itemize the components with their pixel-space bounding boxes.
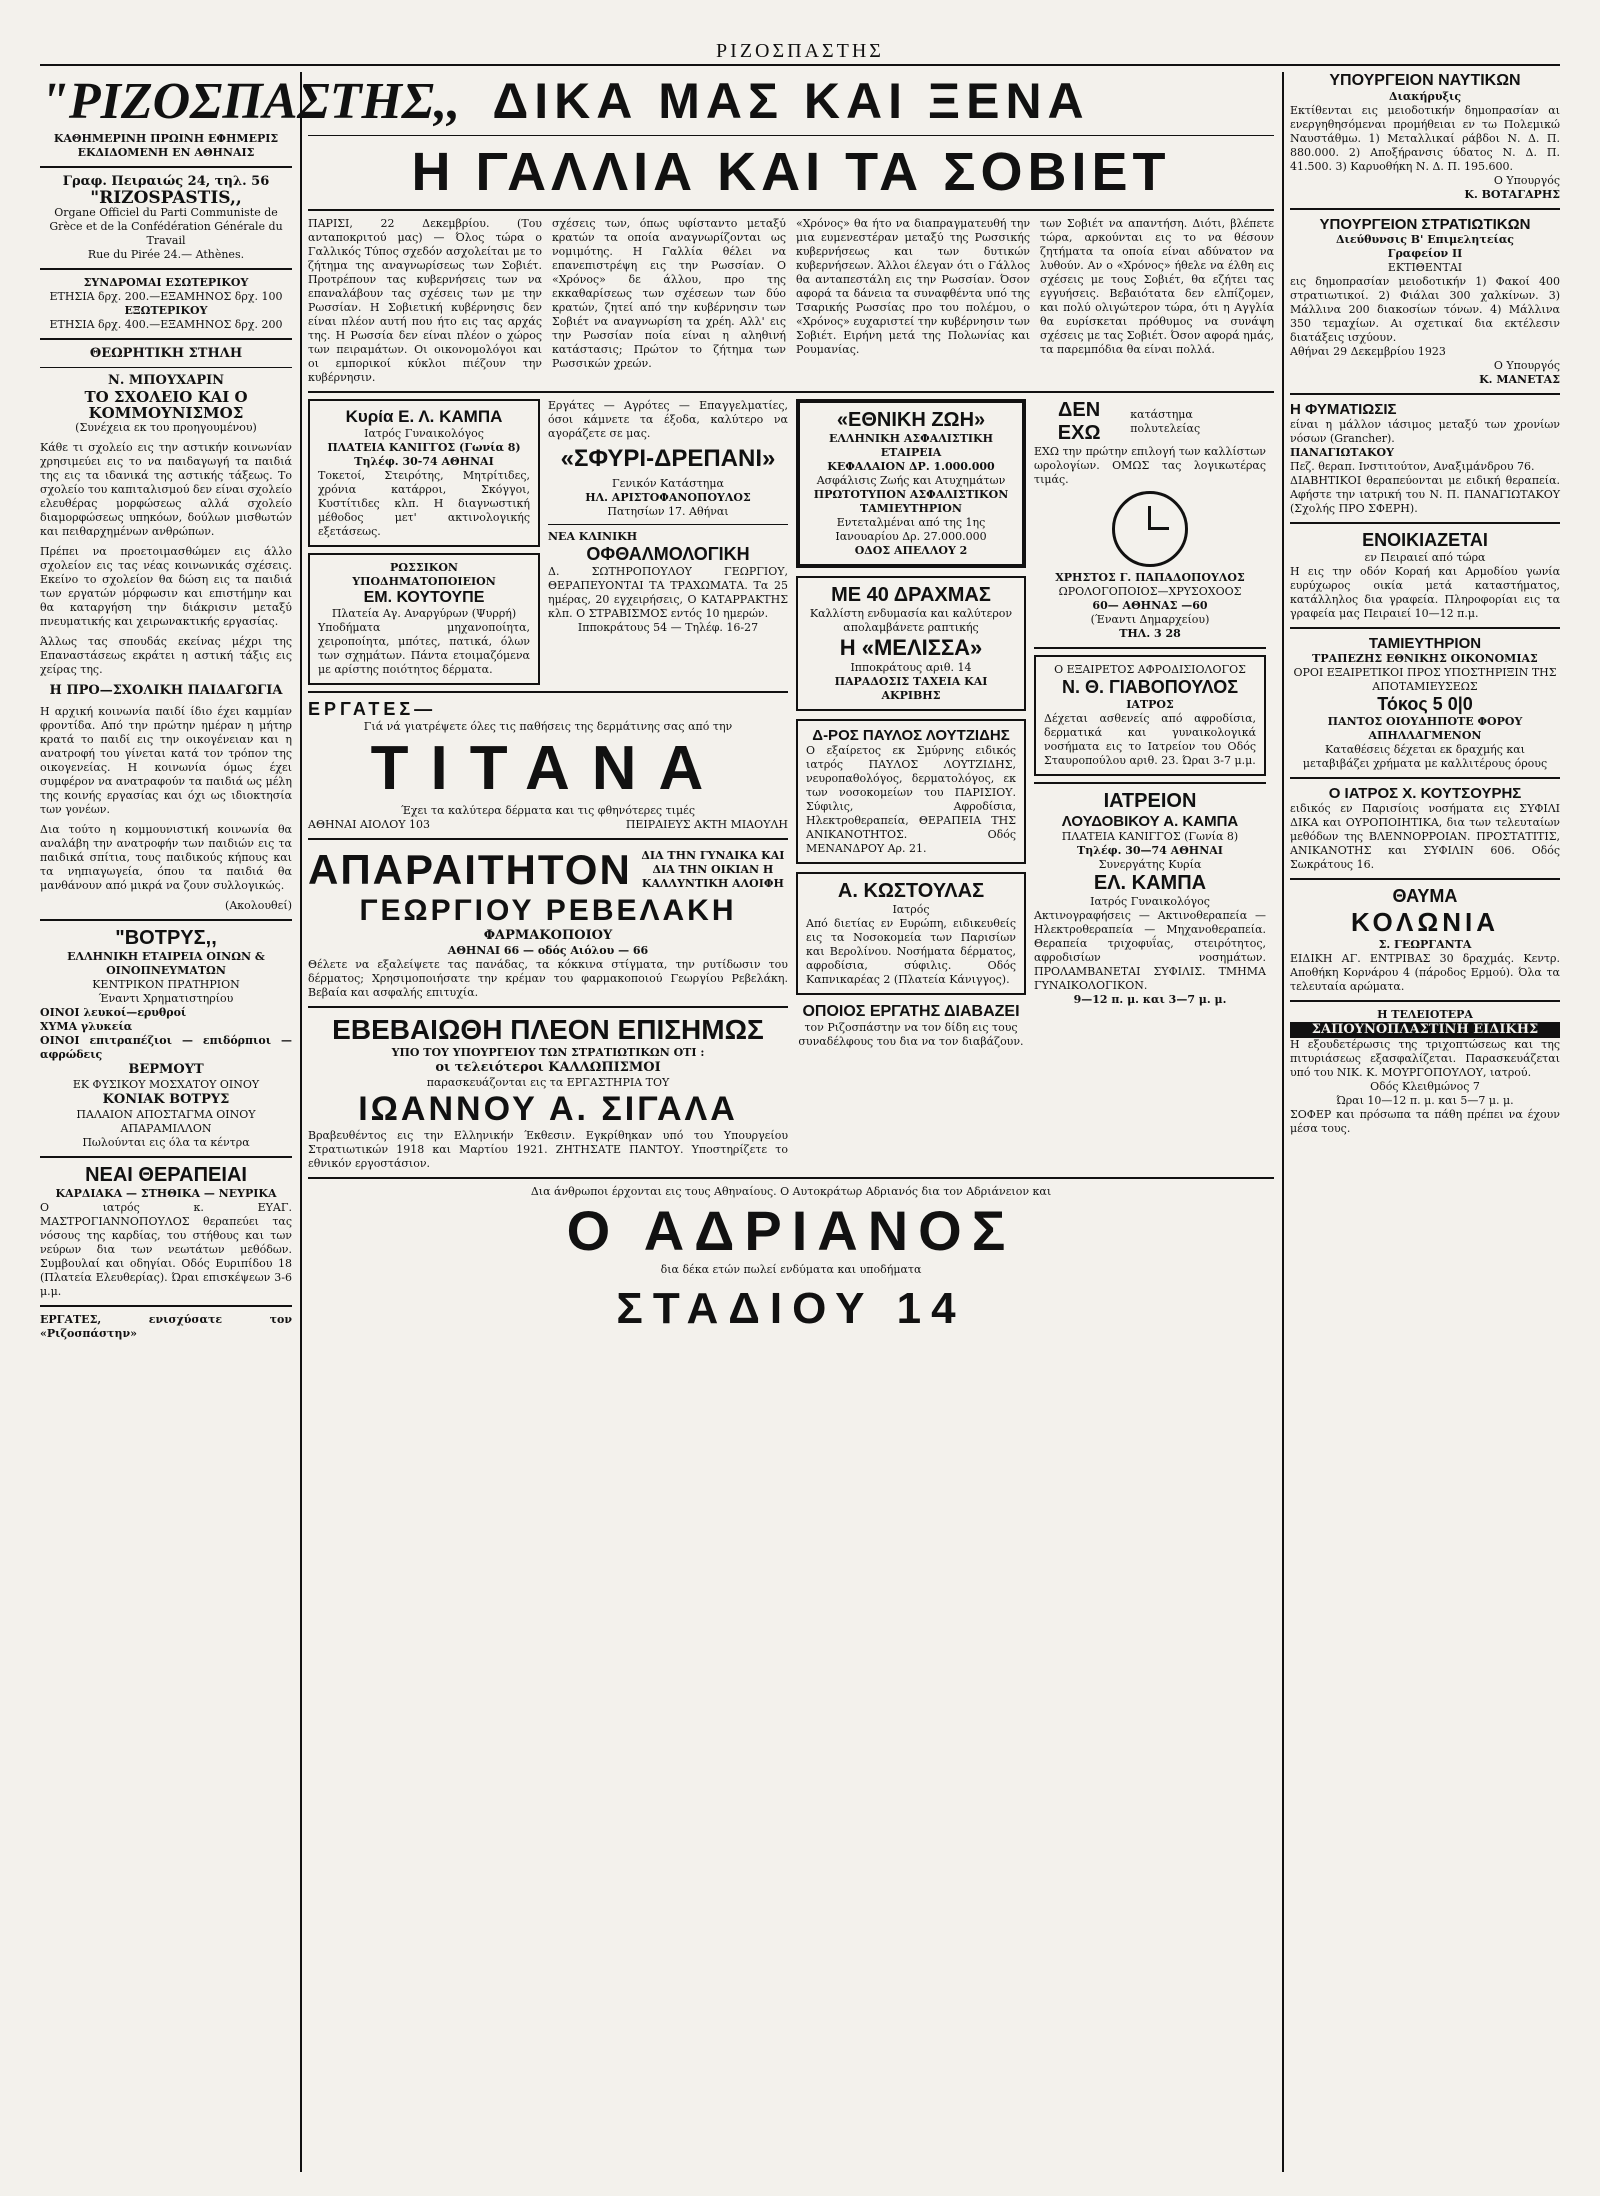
ad-subtitle: ΙΑΤΡΟΣ [1126,698,1174,711]
ad-opoios [796,1003,1026,1049]
ad-subtitle: Σ. ΓΕΩΡΓΑΝΤΑ [1378,938,1472,951]
ad-hours: 9—12 π. μ. και 3—7 μ. μ. [1073,993,1227,1006]
ad-body: ΔΙΑΒΗΤΙΚΟΙ θεραπεύονται με ειδική θεραπεία. Αφήστε την ιατρική του Ν. Π. ΠΑΝΑΓΙΩΤΑΚΟΥ (Σχολής ΠΡΟ ΣΦΕΡΗ). [1290,474,1560,515]
ad-subtitle: ΕΛΛΗΝΙΚΗ ΕΤΑΙΡΕΙΑ ΟΙΝΩΝ & ΟΙΝΟΠΝΕΥΜΑΤΩΝ [67,950,265,977]
ad-name: ΛΟΥΔΟΒΙΚΟΥ Α. ΚΑΜΠΑ [1061,813,1239,830]
ad-adrianos [308,1185,1274,1341]
notice-title: ΥΠΟΥΡΓΕΙΟΝ ΝΑΥΤΙΚΩΝ [1329,72,1521,89]
ad-name: ΗΛ. ΑΡΙΣΤΟΦΑΝΟΠΟΥΛΟΣ [585,491,751,504]
ad-title: ΕΝΟΙΚΙΑΖΕΤΑΙ [1362,530,1488,550]
right-column [1290,72,1560,2172]
ad-subtitle: ΦΑΡΜΑΚΟΠΟΙΟΥ [483,928,613,943]
ad-address: Ιπποκράτους αριθ. 14 [850,661,972,674]
notice-body: Εκτίθενται εις μειοδοτικήν δημοπρασίαν αι ενεργηθησόμεναι προμήθειαι εν τω Πολεμικώ Ναυστάθμω. 1) Μεταλλικαί ράβδοι Ν. Δ. Π. 880.000. 2) Αποξήρανσις ύδατος Ν. Δ. Π. 41.500. 3) Καρυοθήκη Ν. Δ. Π. 195.600. [1290,104,1560,173]
main-article [308,217,1274,385]
ad-phone: Τηλέφ. 30—74 ΑΘΗΝΑΙ [1077,844,1223,857]
ad-titana [308,699,788,832]
article-paragraph: Δια τούτο η κομμουνιστική κοινωνία θα αναλάβη την ανατροφήν των παιδιών εις τα παιδικά σπίτια, τους παιδικούς κήπους και τα νηπιαγωγεία, όπου τα παιδιά θα μανθάνουν από μικρά να ζουν συλλογικώς. [40,823,292,892]
ad-line: Εντεταλμέναι από της 1ης Ιανουαρίου Δρ. 27.000.000 [835,516,987,543]
ad-teleiotera [1290,1008,1560,1136]
ad-koutsouris [1290,785,1560,872]
french-title: "RIZOSPASTIS,, [90,188,242,208]
ad-iatreion [1034,790,1266,1007]
ad-address: ΠΕΙΡΑΙΕΥΣ ΑΚΤΗ ΜΙΑΟΥΛΗ [625,818,788,831]
ad-body: Από διετίας εν Ευρώπη, ειδικευθείς εις τα Νοσοκομεία των Παρισίων και Βερολίνου. Νοσήματα δέρματος, αφροδίσια, σύφιλις. Οδός Καπνικαρέας 2 (Πλατεία Κάνιγγος). [806,917,1016,986]
article-paragraph: Κάθε τι σχολείο εις την αστικήν κοινωνίαν χρησιμεύει εις το να παιδαγωγή τα παιδιά της εις τα ιδανικά της αστικής τάξεως. Το σχολείο του καπιταλισμού δεν είναι σχολείο ελευθέρας μορφώσεως αλλά σχολείο διαμορφώσεως υπηκόων, δούλων μισθωτών και πειθαρχημένων ανθρώπων. [40,441,292,538]
ad-name: ΠΑΝΑΓΙΩΤΑΚΟΥ [1290,446,1394,459]
ad-title: «ΣΦΥΡΙ-ΔΡΕΠΑΝΙ» [560,445,776,472]
ad-subtitle: κατάστημα πολυτελείας [1130,408,1201,435]
ad-hours: Ώραι 10—12 π. μ. και 5—7 μ. μ. [1336,1094,1514,1107]
ad-body: Η εις την οδόν Κοραή και Αρμοδίου γωνία ευρύχωρος οικία μετά καταστήματος, κατάλληλος δια γραφεία. Πληροφορίαι εις τα γραφεία μας Πειραιεί 10—12 π.μ. [1290,565,1560,620]
ad-melissa [796,576,1026,711]
ad-fymatiosis [1290,401,1560,516]
ad-body: Ο ιατρός κ. ΕΥΑΓ. ΜΑΣΤΡΟΓΙΑΝΝΟΠΟΥΛΟΣ θεραπεύει τας νόσους της καρδίας, του στήθους και των νεύρων δια των νεωτάτων μεθόδων. Συμβουλαί και οδηγίαι. Οδός Ευριπίδου 18 (Πλατεία Ελευθερίας). Ώραι επισκέψεων 3-6 μ.μ. [40,1201,292,1298]
ad-subtitle: ΚΑΡΔΙΑΚΑ — ΣΤΗΘΙΚΑ — ΝΕΥΡΙΚΑ [55,1187,277,1200]
ad-rate: Τόκος 5 0|0 [1377,694,1473,714]
bottom-line: ΕΡΓΑΤΕΣ, ενισχύσατε τον «Ριζοσπάστην» [40,1313,292,1340]
notice-subtitle: ΕΚΤΙΘΕΝΤΑΙ [1387,261,1463,274]
article-column: ΠΑΡΙΣΙ, 22 Δεκεμβρίου. (Του ανταποκριτού μας) — Όλος τώρα ο Γαλλικός Τύπος σχεδόν ασχολείται με το ζήτημα της αναγνωρίσεως των Σοβιέτ. Προτρέπουν τας κυβερνήσεις των να επαναλάβουν τας σχέσεις των με την Ρωσσίαν. Η Σοβιετική κυβέρνησις δεν είναι πλέον αυτή που ήτο εις τας αρχάς της. Η Ρωσσία δεν είναι πλέον ο χώρος των πειραμάτων. Οι οικονομολόγοι και οι εμπορικοί κύκλοι πιέζουν την κυβέρνησιν. [308,217,542,384]
main-area [308,72,1274,2172]
notice-subtitle: Διακήρυξις [1388,90,1462,103]
ad-subtitle: Γενικόν Κατάστημα [612,477,724,490]
article-author: Ν. ΜΠΟΥΧΑΡΙΝ [107,373,225,388]
ad-subtitle: ΤΡΑΠΕΖΗΣ ΕΘΝΙΚΗΣ ΟΙΚΟΝΟΜΙΑΣ [1312,652,1538,665]
article-headline: ΤΟ ΣΧΟΛΕΙΟ ΚΑΙ Ο ΚΟΜΜΟΥΝΙΣΜΟΣ [84,388,248,422]
ad-address: ΠΛΑΤΕΙΑ ΚΑΝΙΓΓΟΣ (Γωνία 8) [1061,830,1239,843]
notice-title: ΥΠΟΥΡΓΕΙΟΝ ΣΤΡΑΤΙΩΤΙΚΩΝ [1319,216,1531,233]
ad-phone: Τηλέφ. 30-74 ΑΘΗΝΑΙ [354,455,494,468]
notice-subtitle: Διεύθυνσις Β' Επιμελητείας [1335,233,1514,246]
ad-watchmaker [1034,399,1266,641]
ad-body: ειδικός εν Παρισίοις νοσήματα εις ΣΥΦΙΛΙ ΔΙΚΑ και ΟΥΡΟΠΟΙΗΤΙΚΑ, δια των τελευταίων μεθόδων της ΒΛΕΝΝΟΡΡΟΙΑΝ. ΠΡΟΣΤΑΤΙΤΙΣ, ΑΝΙΚΑΝΟΤΗΣ και ΣΥΦΙΛΙΝ 606. Οδός Σωκράτους 16. [1290,802,1560,871]
main-headline: Η ΓΑΛΛΙΑ ΚΑΙ ΤΑ ΣΟΒΙΕΤ [411,142,1171,202]
notice-body: εις δημοπρασίαν μειοδοτικήν 1) Φακοί 400 στρατιωτικοί. 2) Φιάλαι 300 χαλκίνων. 3) Μάλλινα 200 διακοσίων τόνων. 4) Μάλλινα 350 τεμαχίων. Αι σχετικαί δια εκτέλεσιν διατάξεις ισχύουν. [1290,275,1560,344]
ad-label: Η ΤΕΛΕΙΟΤΕΡΑ [1377,1008,1473,1021]
ad-line: Πωλούνται εις όλα τα κέντρα [82,1136,250,1149]
column-rule [1282,72,1284,2172]
article-paragraph: Η αρχική κοινωνία παιδί ίδιο έχει καμμίαν φροντίδα. Από την πρώτην ημέραν η μήτηρ κρατά το παιδί εις την οικογένειαν και η ανατροφή του γίνεται κατά τον τρόπον της οικογενείας. Η κοινωνία όμως έχει συμφέρον να ανατραφούν τα παιδιά ως μέλη της κοινής εργασίας και όχι ως ιδιοκτησία των γονέων. [40,705,292,816]
clock-icon [1112,491,1188,567]
ad-title: Α. ΚΩΣΤΟΥΛΑΣ [837,880,985,902]
ad-giavopoulos [1034,655,1266,776]
ad-address: ΣΤΑΔΙΟΥ 14 [616,1284,966,1333]
ad-title: ΕΒΕΒΑΙΩΘΗ ΠΛΕΟΝ ΕΠΙΣΗΜΩΣ [332,1014,764,1045]
masthead-subtitle: ΕΚΔΙΔΟΜΕΝΗ ΕΝ ΑΘΗΝΑΙΣ [77,146,255,159]
ad-koutoupe [308,553,540,685]
subscriptions-line: ΕΤΗΣΙΑ δρχ. 200.—ΕΞΑΜΗΝΟΣ δρχ. 100 [49,290,283,303]
ad-line: ΧΥΜΑ γλυκεία [40,1020,133,1033]
subscriptions-title: ΣΥΝΔΡΟΜΑΙ ΕΣΩΤΕΡΙΚΟΥ [83,276,249,289]
masthead-address: Γραφ. Πειραιώς 24, τηλ. 56 [62,174,270,189]
ad-title: ΤΙΤΑΝΑ [370,734,726,803]
section-banner: ΔΙΚΑ ΜΑΣ ΚΑΙ ΞΕΝΑ [492,73,1090,129]
ad-subtitle: Έχει τα καλύτερα δέρματα και τις φθηνότερες τιμές [400,804,695,817]
ad-title: ΡΩΣΣΙΚΟΝ ΥΠΟΔΗΜΑΤΟΠΟΙΕΙΟΝ [352,561,496,588]
ad-address: ΠΛΑΤΕΙΑ ΚΑΝΙΓΓΟΣ (Γωνία 8) [327,441,521,454]
ad-subtitle: ΥΠΟ ΤΟΥ ΥΠΟΥΡΓΕΙΟΥ ΤΩΝ ΣΤΡΑΤΙΩΤΙΚΩΝ ΟΤΙ : [391,1046,705,1059]
ad-title: «ΕΘΝΙΚΗ ΖΩΗ» [836,409,986,431]
ad-address: (Έναντι Δημαρχείου) [1090,613,1210,626]
ad-capital: ΚΕΦΑΛΑΙΟΝ ΔΡ. 1.000.000 [827,460,995,473]
ad-title: Δ-ΡΟΣ ΠΑΥΛΟΣ ΛΟΥΤΖΙΔΗΣ [812,727,1010,744]
ad-address: ΑΘΗΝΑΙ 66 — οδός Αιόλου — 66 [447,944,649,957]
ad-footer: ΠΑΡΑΔΟΣΙΣ ΤΑΧΕΙΑ ΚΑΙ ΑΚΡΙΒΗΣ [834,675,988,702]
ad-body: ΕΧΩ την πρώτην επιλογή των καλλίστων ωρολογίων. ΟΜΩΣ τας λογικωτέρας τιμάς. [1034,445,1266,486]
ad-line: ΚΟΝΙΑΚ ΒΟΤΡΥΣ [102,1092,230,1107]
ad-body: Δ. ΣΩΤΗΡΟΠΟΥΛΟΥ ΓΕΩΡΓΙΟΥ, ΘΕΡΑΠΕΥΟΝΤΑΙ ΤΑ ΤΡΑΧΩΜΑΤΑ. Τα 25 ημέρας, 20 εγχειρήσεις, Ο ΚΑΤΑΡΡΑΚΤΗΣ κλπ. Ο ΣΤΡΑΒΙΣΜΟΣ εντός 10 ημερών. [548,565,788,620]
ad-footer: Καταθέσεις δέχεται εκ δραχμής και μεταβιβάζει χρήματα με καλλιτέρους όρους [1302,743,1548,770]
french-address: Rue du Pirée 24.— Athènes. [87,248,245,261]
notice-signature: Κ. ΒΟΤΑΓΑΡΗΣ [1464,188,1560,201]
ad-name: Ν. Θ. ΓΙΑΒΟΠΟΥΛΟΣ [1061,677,1239,697]
ad-name: ΕΛ. ΚΑΜΠΑ [1093,872,1207,894]
ad-subtitle: εν Πειραιεί από τώρα [1364,551,1486,564]
ad-subtitle: Ιατρός Γυναικολόγος [364,427,484,440]
article-column: «Χρόνος» θα ήτο να διαπραγματευθή την μια ευμενεστέραν μεταξύ της Ρωσσικής κυβερνήσεως και των δυτικών κυβερνήσεων. Άλλοι έλεγαν ότι ο Γάλλος θα ανταπεστάλη εις την Ρωσσίαν. Όσον αφορά τα δάνεια τα συναφθέντα υπό της Τσαρικής Ρωσσίας προ του πολέμου, ο «Χρόνος» ευχαριστεί την κυβέρνησιν των Σοβιέτ. Ειρήνη μετά της Πολωνίας και Ρουμανίας. [796,217,1030,356]
ad-body: Τοκετοί, Στειρότης, Μητρίτιδες, χρόνια κατάρροι, Σκόγγοι, Κυστίτιδες κλπ. Η διαγνωστική μέθοδος μετ' ακτινολογικής εξετάσεως. [318,469,530,538]
ad-line: ΠΡΩΤΟΤΥΠΟΝ ΑΣΦΑΛΙΣΤΙΚΟΝ ΤΑΜΙΕΥΤΗΡΙΟΝ [813,488,1009,515]
ad-line: Έναντι Χρηματιστηρίου [98,992,234,1005]
ad-line: Γιά νά γιατρέψετε όλες τις παθήσεις της δερμάτινης σας από την [363,720,733,733]
ad-label: Ο ΕΞΑΙΡΕΤΟΣ ΑΦΡΟΔΙΣΙΟΛΟΓΟΣ [1054,663,1246,676]
ad-address: Πεζ. θεραπ. Ινστιτούτον, Αναξιμάνδρου 76. [1290,460,1535,473]
ad-line: ΟΙΝΟΙ επιτραπέζιοι — επιδόρπιοι — αφρώδεις [40,1034,292,1061]
ads-column [796,399,1026,1171]
notice-date: Αθήναι 29 Δεκεμβρίου 1923 [1290,345,1446,358]
ad-body: ΟΡΟΙ ΕΞΑΙΡΕΤΙΚΟΙ ΠΡΟΣ ΥΠΟΣΤΗΡΙΞΙΝ ΤΗΣ ΑΠΟΤΑΜΙΕΥΣΕΩΣ [1293,666,1557,693]
ad-subtitle: ΩΡΟΛΟΓΟΠΟΙΟΣ—ΧΡΥΣΟΧΟΟΣ [1058,585,1242,598]
notice-signature: Κ. ΜΑΝΕΤΑΣ [1479,373,1560,386]
ad-body: τον Ριζοσπάστην να τον δίδη εις τους συναδέλφους του δια να τον διαβάζουν. [798,1021,1024,1048]
ad-body: Ο εξαίρετος εκ Σμύρνης ειδικός ιατρός ΠΑΥΛΟΣ ΛΟΥΤΖΙΔΗΣ, νευροπαθολόγος, δερματολόγος, εκ των νοσοκομείων του ΠΑΡΙΣΙΟΥ. Σύφιλις, Αφροδίσια, Ηλεκτροθεραπεία, ΘΕΡΑΠΕΙΑ ΤΗΣ ΑΝΙΚΑΝΟΤΗΤΟΣ. Οδός ΜΕΝΑΝΔΡΟΥ Αρ. 21. [806,744,1016,855]
ad-title: Κυρία Ε. Λ. ΚΑΜΠΑ [345,407,503,426]
ad-address: Ιπποκράτους 54 — Τηλέφ. 16-27 [577,621,759,634]
ad-line: Ασφάλισις Ζωής και Ατυχημάτων [816,474,1006,487]
ad-line: ΚΕΝΤΡΙΚΟΝ ΠΡΑΤΗΡΙΟΝ [92,978,240,991]
article-section: Η ΠΡΟ—ΣΧΟΛΙΚΗ ΠΑΙΔΑΓΩΓΙΑ [49,683,283,698]
ad-address: 60— ΑΘΗΝΑΣ —60 [1092,599,1208,612]
ad-address: Πατησίων 17. Αθήναι [607,505,729,518]
ads-column [308,399,788,1171]
article-signature: (Ακολουθεί) [225,899,292,912]
ad-body: Δέχεται ασθενείς από αφροδίσια, δερματικά και γυναικολογικά νοσήματα εις το Ιατρείον του Οδός Σταυροπούλου αριθ. 23. Ώραι 3-7 μ.μ. [1044,712,1256,767]
ad-subtitle: Ιατρός Γυναικολόγος [1090,895,1210,908]
ad-body: Θέλετε να εξαλείψετε τας πανάδας, τα κόκκινα στίγματα, την ρυτίδωσιν του δέρματος; Χρησιμοποιήσατε την κρέμαν του φαρμακοποιού Γεωργίου Ρεβελάκη. Βεβαία και ασφαλής επιτυχία. [308,958,788,999]
ad-name: ΙΩΑΝΝΟΥ Α. ΣΙΓΑΛΑ [358,1090,738,1128]
article-subhead: (Συνέχεια εκ του προηγουμένου) [75,421,257,434]
ad-footer: ΠΑΝΤΟΣ ΟΙΟΥΔΗΠΟΤΕ ΦΟΡΟΥ ΑΠΗΛΛΑΓΜΕΝΟΝ [1327,715,1523,742]
ad-line: οι τελειότεροι ΚΑΛΛΩΠΙΣΜΟΙ [435,1060,661,1075]
ad-subtitle: ΕΛΛΗΝΙΚΗ ΑΣΦΑΛΙΣΤΙΚΗ ΕΤΑΙΡΕΙΑ [828,432,993,459]
masthead-subtitle: ΚΑΘΗΜΕΡΙΝΗ ΠΡΩΙΝΗ ΕΦΗΜΕΡΙΣ [53,132,279,145]
ad-kampa [308,399,540,547]
ad-subtitle: Ιατρός [892,903,930,916]
running-head: ΡΙΖΟΣΠΑΣΤΗΣ [716,40,884,62]
ad-body: Η εξουδετέρωσις της τριχοπτώσεως και της πιτυριάσεως εξασφαλίζεται. Παρασκευάζεται υπό του ΝΙΚ. Κ. ΜΟΥΡΓΟΠΟΥΛΟΥ, ιατρού. [1290,1038,1560,1079]
ad-loutzidis [796,719,1026,864]
ad-address: ΟΔΟΣ ΑΠΕΛΛΟΥ 2 [854,544,968,557]
article-column: των Σοβιέτ να απαντήση. Διότι, βλέπετε τώρα, αρκούνται εις το να θέσουν ζητήματα τα οποία είναι αδύνατον να λυθούν. Αν ο «Χρόνος» ήθελε να έλθη εις σχέσεις με τους Σοβιέτ, θα εζήτει τας εγγυήσεις. Βεβαιότατα δεν ελπίζομεν, και πολύ ολιγώτερον τώρα, ότι η Αγγλία θα ευρίσκεται πρόθυμος να συνάψη σχέσεις με τας Σοβιέτ. Όσον αφορά ημάς, τα παρεμπόδια θα είναι πολλά. [1040,217,1274,356]
ad-footer: ΣΟΦΕΡ και πρόσωπα τα πάθη πρέπει να έχουν μέσα τους. [1290,1108,1560,1135]
ad-kolonia [1290,886,1560,994]
ad-subtitle: Συνεργάτης Κυρία [1098,858,1202,871]
ad-line: Δια άνθρωποι έρχονται εις τους Αθηναίους. Ο Αυτοκράτωρ Αδριανός δια τον Αδριάνειον και [530,1185,1052,1198]
ad-line: ΟΙΝΟΙ λευκοί—ερυθροί [40,1006,187,1019]
ad-label: ΘΑΥΜΑ [1392,886,1458,906]
ad-title: ΙΑΤΡΕΙΟΝ [1103,790,1197,812]
ad-address: Πλατεία Αγ. Αναργύρων (Ψυρρή) [331,607,517,620]
ad-title: Ο ΑΔΡΙΑΝΟΣ [566,1199,1016,1262]
ad-title: ΔΕΝ ΕΧΩ [1057,399,1101,444]
ad-title: ΟΠΟΙΟΣ ΕΡΓΑΤΗΣ ΔΙΑΒΑΖΕΙ [802,1003,1020,1020]
ad-ethniki-zoi [796,399,1026,568]
ad-body: Υποδήματα μηχανοποίητα, χειροποίητα, μπότες, πατικά, όλων των σχημάτων. Πάντα ετοιμαζόμενα με αρίστης ποιότητος δέρματα. [318,621,530,676]
notice-subtitle: Γραφείον ΙΙ [1387,247,1463,260]
ad-name: Η «ΜΕΛΙΣΣΑ» [839,635,983,660]
ad-label: ΕΡΓΑΤΕΣ— [308,699,437,719]
article-paragraph: Άλλως τας σπουδάς εκείνας μέχρι της Επαναστάσεως εκράτει η αστική τάξις εις χείρας της. [40,635,292,676]
ad-new-therapies [40,1164,292,1299]
subscriptions-title: ΕΞΩΤΕΡΙΚΟΥ [124,304,208,317]
ads-row [308,399,1274,1171]
ad-title: Η ΦΥΜΑΤΙΩΣΙΣ [1290,401,1397,418]
ad-name: ΧΡΗΣΤΟΣ Γ. ΠΑΠΑΔΟΠΟΥΛΟΣ [1055,571,1245,584]
ad-address: Οδός Κλειθμώνος 7 [1370,1080,1480,1093]
subscriptions-line: ΕΤΗΣΙΑ δρχ. 400.—ΕΞΑΜΗΝΟΣ δρχ. 200 [49,318,283,331]
ads-column [1034,399,1266,1171]
ad-line: παρασκευάζονται εις τα ΕΡΓΑΣΤΗΡΙΑ ΤΟΥ [426,1076,670,1089]
ad-body: είναι η μάλλον ιάσιμος μεταξύ των χρονίων νόσων (Grancher). [1290,418,1560,445]
ad-subtitle: ΔΙΑ ΤΗΝ ΓΥΝΑΙΚΑ ΚΑΙ ΔΙΑ ΤΗΝ ΟΙΚΙΑΝ Η ΚΑΛΛΥΝΤΙΚΗ ΑΛΟΙΦΗ [641,849,785,890]
ad-title: ΤΑΜΙΕΥΤΗΡΙΟΝ [1368,635,1482,652]
ad-body: Καλλίστη ενδυμασία και καλύτερον απολαμβάνετε ραπτικής [809,607,1013,634]
ad-revelaki [308,846,788,1000]
column-rule [300,72,302,2172]
article-paragraph: Πρέπει να προετοιμασθώμεν εις άλλο σχολείον εις τας νέας κοινωνικάς σχέσεις. Εκείνο το σχολείον θα δώση εις τα παιδιά των εργατών μόρφωσιν και επιστήμην και θα καταργήση την διάκρισιν μεταξύ πνευματικής και χειρωνακτικής εργασίας. [40,545,292,628]
ad-subtitle: δια δέκα ετών πωλεί ενδύματα και υποδήματα [660,1263,922,1276]
ad-title: "ΒΟΤΡΥΣ,, [115,927,217,949]
notice-signature: Ο Υπουργός [1493,174,1560,187]
ad-name: ΓΕΩΡΓΙΟΥ ΡΕΒΕΛΑΚΗ [359,894,737,927]
ad-body: Βραβευθέντος εις την Ελληνικήν Έκθεσιν. Εγκρίθηκαν υπό του Υπουργείου Στρατιωτικών 1918 και Μαρτίου 1921. ΖΗΤΗΣΑΤΕ ΠΑΝΤΟΥ. Υποστηρίζετε το εθνικόν εργοστάσιον. [308,1129,788,1170]
ad-phone: ΤΗΛ. 3 28 [1119,627,1181,640]
ad-title: ΑΠΑΡΑΙΤΗΤΟΝ [308,846,632,893]
ad-tamieutirion [1290,635,1560,771]
french-description: Organe Officiel du Parti Communiste de Grèce et de la Confédération Générale du Travail [49,206,283,247]
ad-address: ΑΘΗΝΑΙ ΑΙΟΛΟΥ 103 [308,818,430,831]
top-rule [40,64,1560,66]
ad-kostoulas [796,872,1026,995]
ad-body: Ακτινογραφήσεις — Ακτινοθεραπεία — Ηλεκτροθεραπεία — Μηχανοθεραπεία. Θεραπεία τριχοφυΐας, στειρότητος, αφροδισίων νοσημάτων. ΠΡΟΛΑΜΒΑΝΕΤΑΙ ΣΥΦΙΛΙΣ. ΤΜΗΜΑ ΓΥΝΑΙΚΟΛΟΓΙΚΟΝ. [1034,909,1266,992]
ad-label: ΝΕΑ ΚΛΙΝΙΚΗ [548,530,638,543]
ad-title: ΣΑΠΟΥΝΟΠΛΑΣΤΙΝΗ ΕΙΔΙΚΗΣ [1290,1022,1560,1038]
ad-name: ΕΜ. ΚΟΥΤΟΥΠΕ [363,589,485,606]
ad-body: ΕΙΔΙΚΗ ΑΓ. ΕΝΤΡΙΒΑΣ 30 δραχμάς. Κεντρ. Αποθήκη Κορνάρου 4 (πάροδος Ερμού). Όλα τα τελευταία αρώματα. [1290,952,1560,993]
article-column: σχέσεις των, όπως υφίσταντο μεταξύ κρατών τα οποία αναγνωρίζονται ως νομιμότης. Η Γαλλία θέλει να επανεπιστρέψη εις την Ρωσσίαν. Ο «Χρόνος» δε άλλου, προ της εκκαθαρίσεως των σχέσεων των δύο κρατών, ζητεί από την κυβέρνησιν των Σοβιέτ να αναγνωρίση τα χρέη. Αλλ' εις την Ρωσσίαν ποία είναι η αληθινή κατάστασις; Πρώτον το ζήτημα των Ρωσσικών χρεών. [552,217,786,370]
ad-title: ΜΕ 40 ΔΡΑΧΜΑΣ [831,584,991,606]
ad-enoikiazetai [1290,530,1560,621]
notice-signature: Ο Υπουργός [1493,359,1560,372]
ad-line: ΠΑΛΑΙΟΝ ΑΠΟΣΤΑΓΜΑ ΟΙΝΟΥ ΑΠΑΡΑΜΙΛΛΟΝ [76,1108,256,1135]
ad-line: ΒΕΡΜΟΥΤ [128,1062,204,1077]
ad-line: ΕΚ ΦΥΣΙΚΟΥ ΜΟΣΧΑΤΟΥ ΟΙΝΟΥ [72,1078,260,1091]
ad-votrys [40,927,292,1150]
ad-title: ΟΦΘΑΛΜΟΛΟΓΙΚΗ [586,544,750,564]
ad-title: ΚΟΛΩΝΙΑ [1350,907,1500,937]
ad-sigala [308,1014,788,1171]
ad-title: Ο ΙΑΤΡΟΣ Χ. ΚΟΥΤΣΟΥΡΗΣ [1328,785,1522,802]
ad-title: ΝΕΑΙ ΘΕΡΑΠΕΙΑΙ [85,1164,247,1186]
masthead-title: "ΡΙΖΟΣΠΑΣΤΗΣ,, [40,73,461,130]
section-label: ΘΕΩΡΗΤΙΚΗ ΣΤΗΛΗ [89,346,243,361]
ad-intro: Εργάτες — Αγρότες — Επαγγελματίες, όσοι κάμνετε τα έξοδα, καλύτερο να αγοράζετε σε μας. [548,399,788,440]
